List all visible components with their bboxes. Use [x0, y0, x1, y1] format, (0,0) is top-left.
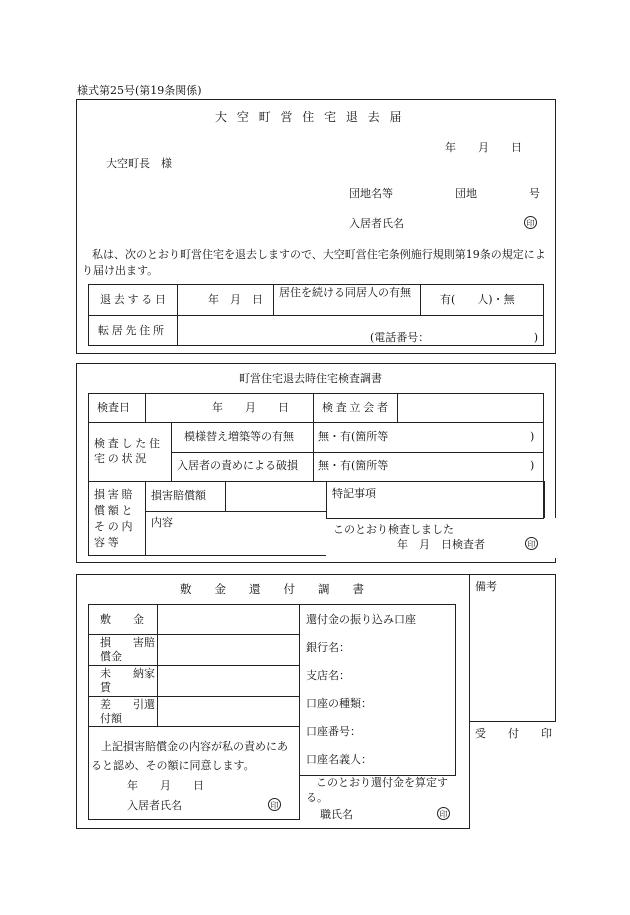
account-holder-label: 口座名義人：: [306, 753, 372, 766]
account-type-label: 口座の種類：: [306, 697, 372, 710]
inspected-statement: このとおり検査しました: [333, 523, 454, 536]
compensation-amount-label: 損害賠償額: [151, 489, 206, 502]
refund-account-title: 還付金の振り込み口座: [306, 613, 416, 626]
form-number: 様式第25号(第19条関係): [77, 84, 202, 97]
deposit-refund-title: 敷 金 還 付 調 書: [180, 582, 364, 596]
remodel-close-paren: ): [530, 430, 535, 443]
damage-value: 無・有(箇所等: [318, 459, 389, 472]
complex-unit: 団地: [455, 187, 477, 200]
remodel-value: 無・有(箇所等: [318, 430, 389, 443]
official-name-label: 職氏名: [320, 808, 353, 821]
bank-name-label: 銀行名：: [306, 641, 350, 654]
agreement-text: 上記損害賠償金の内容が私の責めにあると認め、その額に同意します。: [91, 740, 288, 772]
net-refund-label: 差 引還付額: [100, 698, 155, 725]
notice-date: 年 月 日: [445, 141, 522, 154]
remarks-box: [469, 574, 556, 722]
damages-label: 損 害賠償金: [100, 636, 155, 663]
receipt-stamp-label: 受 付 印: [475, 727, 552, 740]
inspector-line: 年 月 日検査者: [397, 538, 485, 551]
new-address-label: 転居先住所: [98, 324, 167, 337]
statement: 私は、次のとおり町営住宅を退去しますので、大空町営住宅条例施行規則第19条の規定により届け出ます。: [82, 248, 546, 277]
calculated-statement: このとおり還付金を算定する。: [306, 776, 448, 804]
move-out-date-label: 退去する日: [100, 293, 169, 306]
compensation-contents-label: 内容: [151, 516, 173, 529]
damage-close-paren: ): [530, 459, 535, 472]
remodel-label: 模様替え増築等の有無: [184, 430, 294, 443]
witness-label: 検査立会者: [322, 401, 391, 414]
special-notes-label: 特記事項: [332, 487, 376, 500]
remarks-label: 備考: [475, 580, 497, 593]
inspection-date-value: 年 月 日: [212, 401, 289, 414]
move-out-notice-title: 大 空 町 営 住 宅 退 去 届: [215, 110, 405, 124]
refund-account-box: [300, 604, 456, 776]
deposit-label: 敷 金: [100, 613, 144, 626]
cohabitant-label: 居住を続ける同居人の有無: [279, 286, 411, 299]
seal-icon: 印: [524, 216, 537, 229]
move-out-date-value: 年 月 日: [208, 293, 263, 306]
unpaid-rent-label: 未 納家 賃: [100, 667, 177, 694]
house-status-label: 検査した住宅の状況: [94, 437, 163, 466]
complex-label: 団地名等: [349, 187, 393, 200]
inspector-seal-icon: 印: [525, 537, 538, 550]
inspection-record-title: 町営住宅退去時住宅検査調書: [239, 372, 382, 385]
addressee: 大空町長 様: [106, 157, 172, 170]
inspection-date-label: 検査日: [97, 401, 130, 414]
agreement-date: 年 月 日: [127, 779, 204, 792]
account-number-label: 口座番号：: [306, 725, 361, 738]
agreement-seal-icon: 印: [268, 798, 281, 811]
phone-number: (電話番号： ): [370, 331, 539, 344]
number-unit: 号: [529, 187, 540, 200]
compensation-label: 損害賠償額とその内容等: [94, 488, 136, 549]
cohabitant-value: 有( 人)・無: [440, 293, 515, 306]
agreement-resident-label: 入居者氏名: [127, 799, 182, 812]
damage-label: 入居者の責めによる破損: [177, 459, 298, 472]
branch-name-label: 支店名：: [306, 669, 350, 682]
resident-name-label: 入居者氏名: [349, 217, 404, 230]
official-seal-icon: 印: [437, 807, 450, 820]
